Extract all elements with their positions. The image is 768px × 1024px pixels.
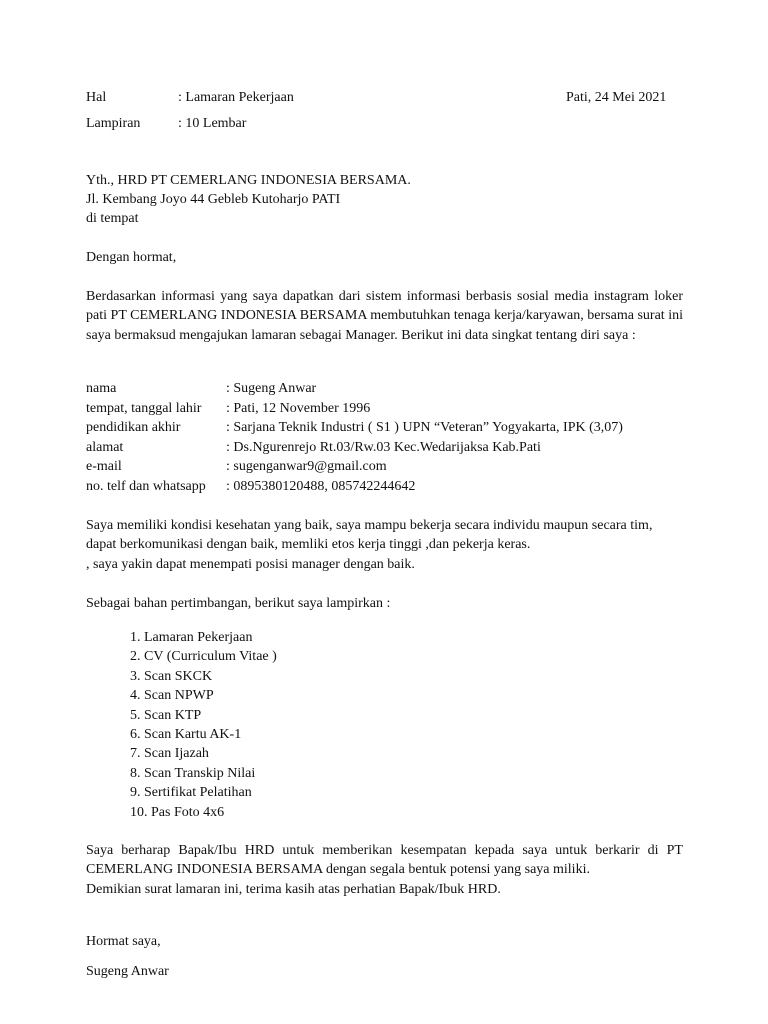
personal-value: : Ds.Ngurenrejo Rt.03/Rw.03 Kec.Wedarijaksa Kab.Pati xyxy=(226,439,541,455)
signoff: Hormat saya, xyxy=(86,934,161,949)
list-item: 9. Sertifikat Pelatihan xyxy=(130,785,252,801)
personal-value: : 0895380120488, 085742244642 xyxy=(226,478,416,494)
recipient-line-1: Yth., HRD PT CEMERLANG INDONESIA BERSAMA. xyxy=(86,173,411,188)
recipient-line-2: Jl. Kembang Joyo 44 Gebleb Kutoharjo PATI xyxy=(86,192,341,207)
list-item: 6. Scan Kartu AK-1 xyxy=(130,726,242,742)
signature-name: Sugeng Anwar xyxy=(86,964,169,979)
condition-paragraph: Saya memiliki kondisi kesehatan yang baik, saya mampu bekerja secara individu maupun secara tim, dapat berkomunikasi dengan baik, memliki etos kerja tinggi ,dan pekerja keras. xyxy=(86,518,653,553)
letter-date: Pati, 24 Mei 2021 xyxy=(566,90,667,105)
list-item: 5. Scan KTP xyxy=(130,707,202,723)
closing-paragraph-2: Demikian surat lamaran ini, terima kasih atas perhatian Bapak/Ibuk HRD. xyxy=(86,882,501,897)
greeting: Dengan hormat, xyxy=(86,250,177,265)
list-item: 4. Scan NPWP xyxy=(130,688,214,704)
condition-paragraph-2: , saya yakin dapat menempati posisi manager dengan baik. xyxy=(86,557,415,572)
list-item: 10. Pas Foto 4x6 xyxy=(130,804,225,820)
lampiran-value: : 10 Lembar xyxy=(178,116,247,131)
personal-key: pendidikan akhir xyxy=(86,420,181,435)
personal-key: alamat xyxy=(86,439,124,455)
lampiran-label: Lampiran xyxy=(86,116,141,131)
closing-paragraph: Saya berharap Bapak/Ibu HRD untuk memberikan kesempatan kepada saya untuk berkarir di PT CEMERLANG INDONESIA BERSAMA dengan segala bentuk potensi yang saya miliki. xyxy=(86,843,683,878)
attachments-intro: Sebagai bahan pertimbangan, berikut saya lampirkan : xyxy=(86,596,391,611)
list-item: 8. Scan Transkip Nilai xyxy=(130,765,256,781)
list-item: 1. Lamaran Pekerjaan xyxy=(130,630,253,645)
personal-key: tempat, tanggal lahir xyxy=(86,400,202,416)
list-item: 7. Scan Ijazah xyxy=(130,746,209,762)
hal-label: Hal xyxy=(86,90,107,105)
personal-value: : Sarjana Teknik Industri ( S1 ) UPN “Veteran” Yogyakarta, IPK (3,07) xyxy=(226,420,623,435)
personal-key: no. telf dan whatsapp xyxy=(86,478,206,494)
hal-value: : Lamaran Pekerjaan xyxy=(178,90,294,105)
personal-value: : Sugeng Anwar xyxy=(226,381,317,396)
recipient-line-3: di tempat xyxy=(86,211,139,226)
personal-key: e-mail xyxy=(86,459,122,474)
attachments-list xyxy=(130,628,277,822)
list-item: 2. CV (Curriculum Vitae ) xyxy=(130,649,277,665)
personal-key: nama xyxy=(86,381,117,396)
personal-value: : sugenganwar9@gmail.com xyxy=(226,459,387,474)
intro-paragraph: Berdasarkan informasi yang saya dapatkan dari sistem informasi berbasis sosial media instagram loker pati PT CEMERLANG INDONESIA BERSAMA membutuhkan tenaga kerja/karyawan, bersama surat ini saya bermaksud mengajukan lamaran sebagai Manager. Berikut ini data singkat tentang diri saya : xyxy=(86,289,683,343)
personal-value: : Pati, 12 November 1996 xyxy=(226,400,371,416)
list-item: 3. Scan SKCK xyxy=(130,668,213,684)
